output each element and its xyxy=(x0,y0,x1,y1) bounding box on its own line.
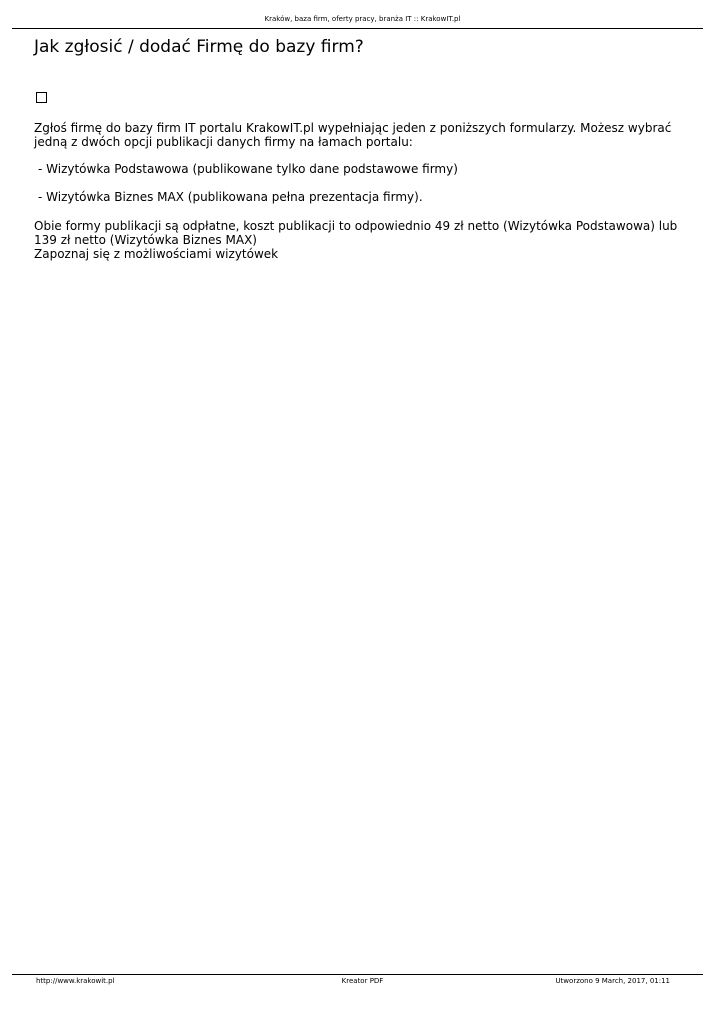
running-header: Kraków, baza firm, oferty pracy, branża IT :: KrakowIT.pl xyxy=(264,15,461,23)
option-basic-card: - Wizytówka Podstawowa (publikowane tylko dane podstawowe firmy) xyxy=(38,162,458,176)
footer-generator: Kreator PDF xyxy=(341,977,384,985)
intro-paragraph: Zgłoś firmę do bazy firm IT portalu KrakowIT.pl wypełniając jeden z poniższych formularzy. Możesz wybrać jedną z dwóch opcji publikacji danych firmy na łamach portalu: xyxy=(34,121,672,149)
footer-url[interactable]: http://www.krakowit.pl xyxy=(36,977,115,985)
footer-created-date: Utworzono 9 March, 2017, 01:11 xyxy=(555,977,670,985)
header-divider xyxy=(12,28,703,29)
image-placeholder-icon xyxy=(36,92,47,103)
card-features-link[interactable]: Zapoznaj się z możliwościami wizytówek xyxy=(34,247,279,261)
footer-divider xyxy=(12,974,703,975)
document-body xyxy=(34,36,684,261)
page-title: Jak zgłosić / dodać Firmę do bazy firm? xyxy=(34,37,364,57)
pricing-paragraph: Obie formy publikacji są odpłatne, koszt publikacji to odpowiednio 49 zł netto (Wizytówka Podstawowa) lub 139 zł netto (Wizytówka Biznes MAX) xyxy=(34,219,678,247)
option-business-max-card: - Wizytówka Biznes MAX (publikowana pełna prezentacja firmy). xyxy=(38,190,423,204)
